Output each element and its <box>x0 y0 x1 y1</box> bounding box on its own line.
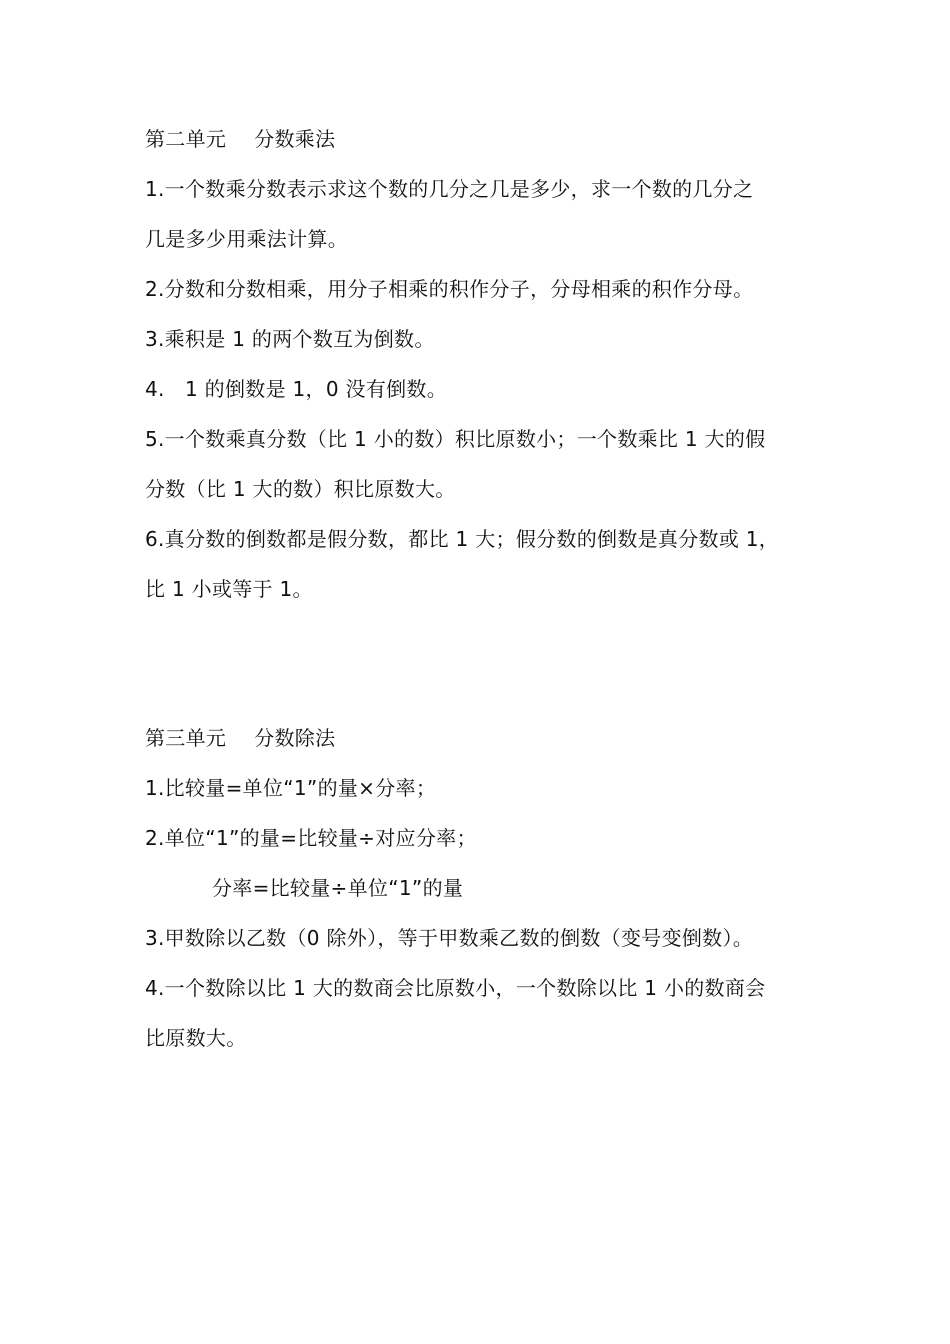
unit-title: 分数乘法 <box>254 127 336 151</box>
unit-label: 第二单元 <box>145 127 227 151</box>
paragraph-line: 比原数大。 <box>145 1026 247 1050</box>
paragraph-line: 5.一个数乘真分数（比 1 小的数）积比原数小；一个数乘比 1 大的假 <box>145 427 766 451</box>
unit-two-section <box>145 114 825 614</box>
unit-title: 分数除法 <box>254 726 336 750</box>
paragraph-line: 4. 1 的倒数是 1，0 没有倒数。 <box>145 377 448 401</box>
paragraph-line: 比 1 小或等于 1。 <box>145 577 313 601</box>
paragraph-line: 6.真分数的倒数都是假分数，都比 1 大；假分数的倒数是真分数或 1， <box>145 527 780 551</box>
unit-three-section <box>145 713 825 1063</box>
paragraph-line: 2.单位“1”的量=比较量÷对应分率； <box>145 826 477 850</box>
section-heading <box>145 713 825 763</box>
section-heading <box>145 114 825 164</box>
paragraph-line: 1.比较量=单位“1”的量×分率； <box>145 776 437 800</box>
paragraph-line: 4.一个数除以比 1 大的数商会比原数小，一个数除以比 1 小的数商会 <box>145 976 766 1000</box>
paragraph-line: 2.分数和分数相乘，用分子相乘的积作分子，分母相乘的积作分母。 <box>145 277 754 301</box>
paragraph-line: 1.一个数乘分数表示求这个数的几分之几是多少，求一个数的几分之 <box>145 177 754 201</box>
paragraph-line: 几是多少用乘法计算。 <box>145 227 348 251</box>
unit-label: 第三单元 <box>145 726 227 750</box>
paragraph-line: 3.甲数除以乙数（0 除外），等于甲数乘乙数的倒数（变号变倒数）。 <box>145 926 754 950</box>
paragraph-line: 3.乘积是 1 的两个数互为倒数。 <box>145 327 435 351</box>
paragraph-line-indented: 分率=比较量÷单位“1”的量 <box>212 876 464 900</box>
paragraph-line: 分数（比 1 大的数）积比原数大。 <box>145 477 456 501</box>
